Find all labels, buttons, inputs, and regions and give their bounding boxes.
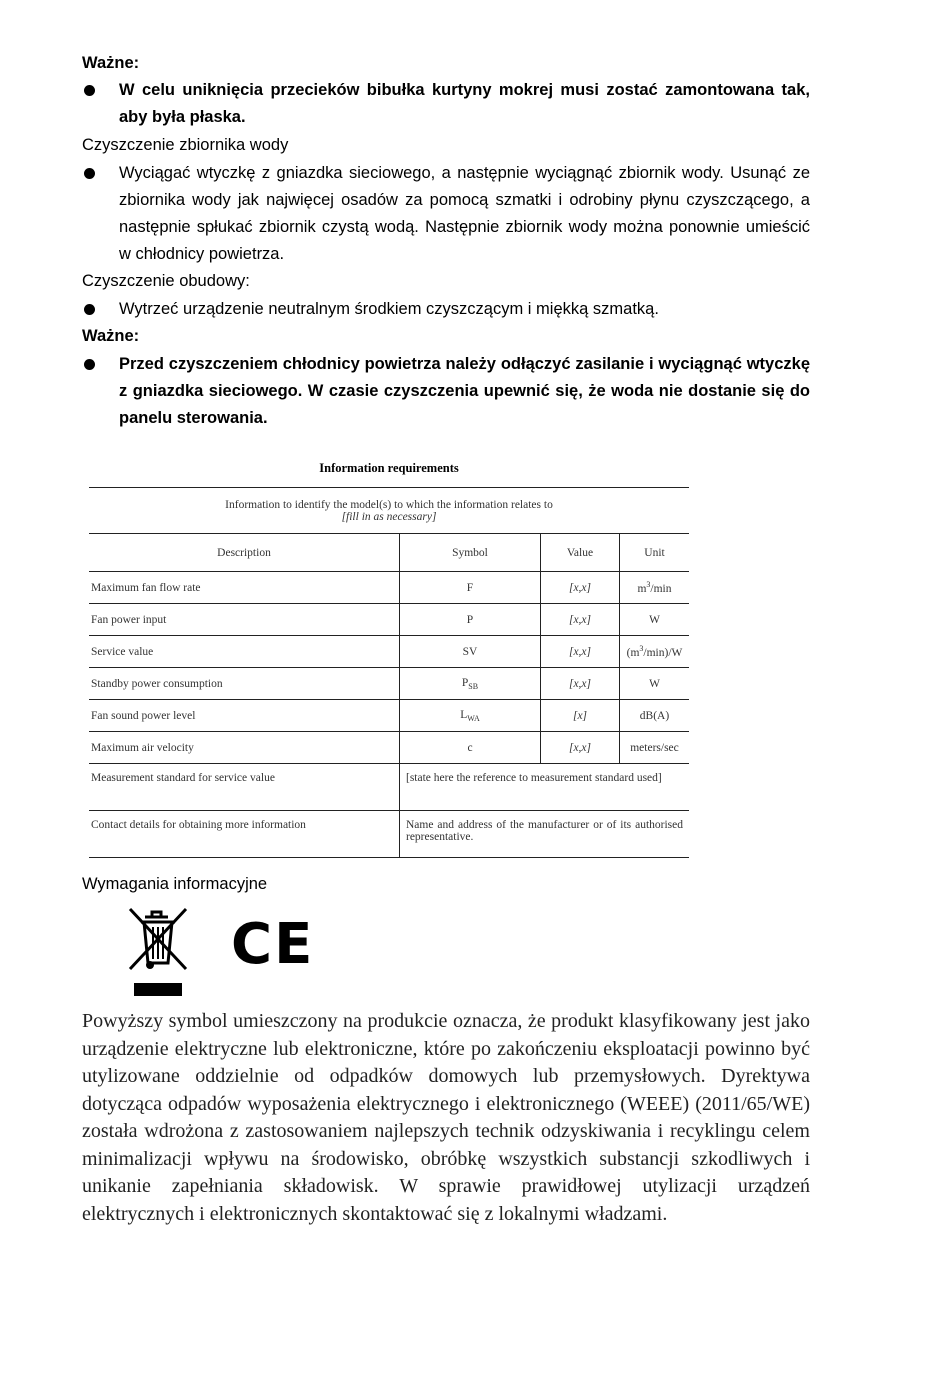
ce-mark-icon: CE (231, 912, 315, 977)
bullet-icon (84, 359, 95, 370)
table-row (89, 764, 689, 811)
row-value: [x,x] (541, 572, 620, 604)
row-unit: W (620, 668, 690, 700)
row-unit: $m^3/\min$ (620, 572, 690, 604)
row-description: Maximum air velocity (89, 732, 400, 764)
bullet-icon (84, 304, 95, 315)
tank-cleaning-heading: Czyszczenie zbiornika wody (82, 136, 289, 154)
row-description: Service value (89, 636, 400, 668)
table-row (89, 700, 689, 732)
identify-line-1: Information to identify the model(s) to which the information relates to (225, 498, 553, 511)
row-unit: $(m^3/\min)/W$ (620, 636, 690, 668)
row-unit: W (620, 604, 690, 636)
important-heading-2: Ważne: (82, 327, 140, 345)
header-description: Description (89, 534, 400, 572)
table-row (89, 488, 689, 534)
identify-line-2: [fill in as necessary] (341, 510, 437, 523)
housing-cleaning-bullet-text: Wytrzeć urządzenie neutralnym środkiem czyszczącym i miękką szmatką. (119, 300, 659, 318)
header-symbol: Symbol (400, 534, 541, 572)
row-unit: meters/sec (620, 732, 690, 764)
important-bullet-1 (82, 77, 810, 131)
row-symbol: $P_{SB}$ (400, 668, 541, 700)
table-row (89, 636, 689, 668)
important-bullet-2 (82, 351, 810, 432)
important-bullet-1-text: W celu uniknięcia przecieków bibułka kurtyny mokrej musi zostać zamontowana tak, aby była płaska. (119, 81, 810, 126)
row-symbol: $L_{WA}$ (400, 700, 541, 732)
table-caption: Wymagania informacyjne (82, 875, 268, 893)
disposal-paragraph: Powyższy symbol umieszczony na produkcie oznacza, że produkt klasyfikowany jest jako urządzenie elektryczne lub elektroniczne, które po zakończeniu eksploatacji powinno być utylizowane oddzielnie od odpadków domowych lub przemysłowych. Dyrektywa dotycząca odpadów wyposażenia elektrycznego i elektronicznego (WEEE) (2011/65/WE) została wdrożona z zastosowaniem najlepszych technik odzyskiwania i recyklingu celem minimalizacji wpływu na środowisko, obróbkę wszystkich substancji szkodliwych i unikanie zapełniania składowisk. W sprawie prawidłowej utylizacji urządzeń elektrycznych i elektronicznych skontaktować się z lokalnymi władzami. (82, 1010, 810, 1225)
tank-cleaning-bullet-text: Wyciągać wtyczkę z gniazdka sieciowego, a następnie wyciągnąć zbiornik wody. Usunąć ze zbiornika wody jak najwięcej osadów za pomocą szmatki i odrobiny płynu czyszczącego, a następnie spłukać zbiornik czystą wodą. Następnie zbiornik wody można ponownie umieścić w chłodnicy powietrza. (119, 164, 810, 263)
table-row (89, 732, 689, 764)
row-description: Fan power input (89, 604, 400, 636)
table-row (89, 572, 689, 604)
table-title: Information requirements (319, 461, 459, 475)
row-value: [x,x] (541, 636, 620, 668)
contact-value: Name and address of the manufacturer or of its authorised representative. (400, 811, 690, 858)
housing-cleaning-bullet (82, 296, 810, 323)
measurement-label: Measurement standard for service value (89, 764, 400, 811)
contact-label: Contact details for obtaining more information (89, 811, 400, 858)
row-value: [x,x] (541, 668, 620, 700)
table-row (89, 811, 689, 858)
tank-cleaning-bullet (82, 160, 810, 268)
identify-model-cell (89, 488, 689, 534)
crossed-out-wheelie-bin-icon (128, 907, 190, 999)
row-description: Maximum fan flow rate (89, 572, 400, 604)
housing-cleaning-heading: Czyszczenie obudowy: (82, 272, 250, 290)
bullet-icon (84, 168, 95, 179)
header-value: Value (541, 534, 620, 572)
table-header-row (89, 534, 689, 572)
measurement-value: [state here the reference to measurement standard used] (400, 764, 690, 811)
table-row (89, 604, 689, 636)
row-value: [x,x] (541, 732, 620, 764)
row-value: [x,x] (541, 604, 620, 636)
information-requirements-table (89, 487, 689, 858)
important-bullet-2-text: Przed czyszczeniem chłodnicy powietrza należy odłączyć zasilanie i wyciągnąć wtyczkę z gniazdka sieciowego. W czasie czyszczenia upewnić się, że woda nie dostanie się do panelu sterowania. (119, 355, 810, 427)
row-symbol: SV (400, 636, 541, 668)
row-description: Fan sound power level (89, 700, 400, 732)
header-unit: Unit (620, 534, 690, 572)
important-heading-1: Ważne: (82, 54, 140, 72)
row-value: [x] (541, 700, 620, 732)
table-row (89, 668, 689, 700)
row-unit: dB(A) (620, 700, 690, 732)
row-description: Standby power consumption (89, 668, 400, 700)
row-symbol: F (400, 572, 541, 604)
bullet-icon (84, 85, 95, 96)
row-symbol: c (400, 732, 541, 764)
row-symbol: P (400, 604, 541, 636)
